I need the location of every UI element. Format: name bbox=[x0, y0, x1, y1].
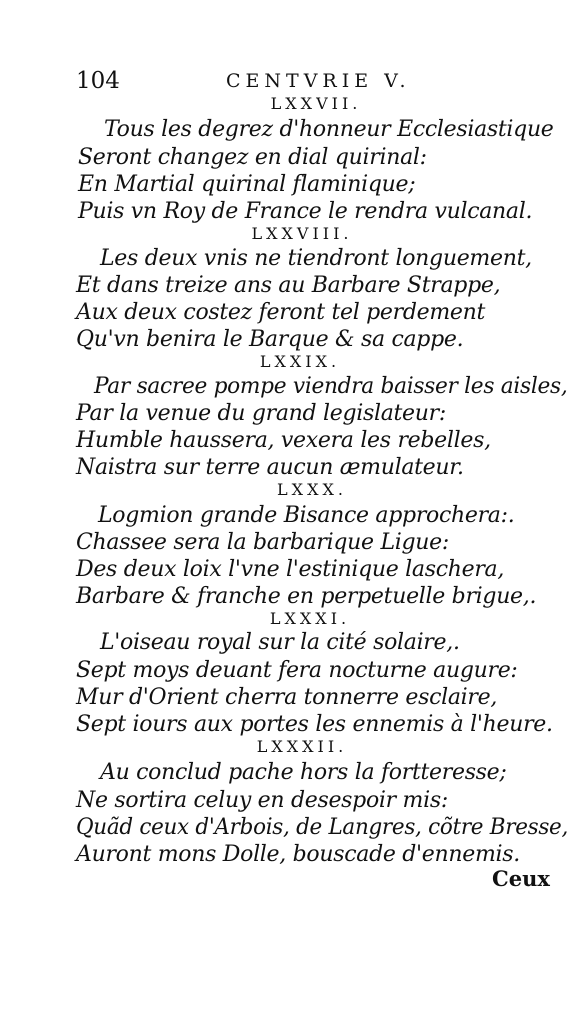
verse-line: Au conclud pache hors la fortteresse; bbox=[100, 760, 507, 785]
quatrain-number: LXXXII. bbox=[256, 737, 348, 756]
verse-line: Seront changez en dial quirinal: bbox=[78, 145, 427, 170]
verse-line: Aux deux costez feront tel perdement bbox=[76, 300, 486, 325]
verse-line: Et dans treize ans au Barbare Strappe, bbox=[76, 273, 501, 298]
verse-line: En Martial quirinal flaminique; bbox=[78, 172, 416, 197]
quatrain-number: LXXVIII. bbox=[251, 224, 353, 243]
verse-line: Barbare & franche en perpetuelle brigue,. bbox=[76, 584, 537, 609]
verse-line: Logmion grande Bisance approchera:. bbox=[98, 503, 515, 528]
verse-line: L'oiseau royal sur la cité solaire,. bbox=[100, 630, 460, 655]
quatrain-number: LXXIX. bbox=[259, 352, 341, 371]
verse-line: Chassee sera la barbarique Ligue: bbox=[76, 530, 449, 555]
quatrain-number: LXXX. bbox=[277, 480, 347, 499]
verse-line: Sept moys deuant fera nocturne augure: bbox=[76, 658, 518, 683]
verse-line: Auront mons Dolle, bouscade d'ennemis. bbox=[76, 842, 520, 867]
verse-line: Puis vn Roy de France le rendra vulcanal. bbox=[78, 199, 533, 224]
verse-line: Des deux loix l'vne l'estinique laschera, bbox=[76, 557, 505, 582]
verse-line: Par sacree pompe viendra baisser les aisles, bbox=[94, 374, 568, 399]
verse-line: Humble haussera, vexera les rebelles, bbox=[76, 428, 491, 453]
quatrain-number: LXXVII. bbox=[270, 94, 362, 113]
verse-line: Par la venue du grand legislateur: bbox=[76, 401, 446, 426]
verse-line: Qu'vn benira le Barque & sa cappe. bbox=[76, 327, 464, 352]
quatrain-number: LXXXI. bbox=[269, 609, 351, 628]
verse-line: Ne sortira celuy en desespoir mis: bbox=[76, 788, 448, 813]
running-title: CENTVRIE V. bbox=[226, 70, 411, 92]
verse-line: Sept iours aux portes les ennemis à l'heure. bbox=[76, 712, 553, 737]
verse-line: Quãd ceux d'Arbois, de Langres, cõtre Bresse, bbox=[76, 815, 569, 840]
verse-line: Mur d'Orient cherra tonnerre esclaire, bbox=[76, 685, 498, 710]
page-number: 104 bbox=[76, 68, 120, 94]
verse-line: Les deux vnis ne tiendront longuement, bbox=[100, 246, 532, 271]
verse-line: Tous les degrez d'honneur Ecclesiastique bbox=[104, 117, 554, 142]
verse-line: Naistra sur terre aucun æmulateur. bbox=[76, 455, 464, 480]
catchword: Ceux bbox=[492, 866, 550, 891]
